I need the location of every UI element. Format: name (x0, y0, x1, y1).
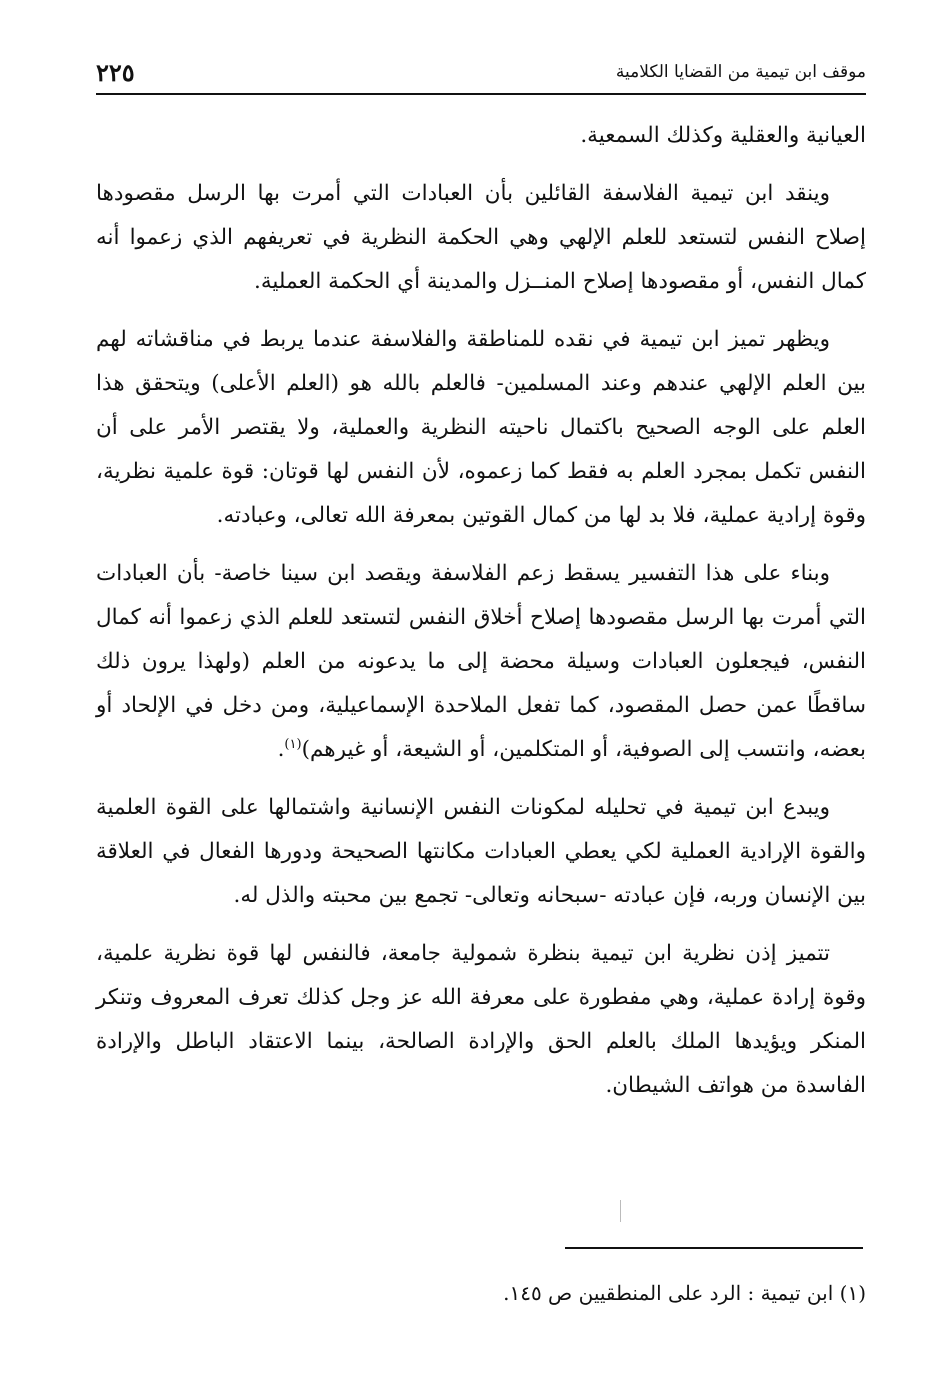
page-number: ٢٢٥ (96, 58, 135, 87)
paragraph: ويظهر تميز ابن تيمية في نقده للمناطقة والفلاسفة عندما يربط في مناقشاته لهم بين العلم الإلهي عندهم وعند المسلمين- فالعلم بالله هو (العلم الأعلى) ويتحقق هذا العلم على الوجه الصحيح باكتمال ناحيته النظرية والعملية، ولا يقتصر الأمر على أن النفس تكمل بمجرد العلم به فقط كما زعموه، لأن النفس لها قوتان: قوة علمية نظرية، وقوة إرادية عملية، فلا بد لها من كمال القوتين بمعرفة الله تعالى، وعبادته. (96, 327, 866, 528)
paragraph-with-footnote (96, 552, 866, 772)
running-title: موقف ابن تيمية من القضايا الكلامية (615, 62, 866, 82)
paragraph: ويبدع ابن تيمية في تحليله لمكونات النفس الإنسانية واشتمالها على القوة العلمية والقوة الإرادية العملية لكي يعطي العبادات مكانتها الصحيحة ودورها الفعال في العلاقة بين الإنسان وربه، فإن عبادته -سبحانه وتعالى- تجمع بين محبته والذل له. (96, 795, 866, 908)
paragraph: تتميز إذن نظرية ابن تيمية بنظرة شمولية جامعة، فالنفس لها قوة نظرية علمية، وقوة إرادة عملية، وهي مفطورة على معرفة الله عز وجل كذلك تعرف المعروف وتنكر المنكر ويؤيدها الملك بالعلم الحق والإرادة الصالحة، بينما الاعتقاد الباطل والإرادة الفاسدة من هواتف الشيطان. (96, 941, 866, 1098)
footnote-rule (565, 1247, 863, 1249)
paragraph: وينقد ابن تيمية الفلاسفة القائلين بأن العبادات التي أمرت بها الرسل مقصودها إصلاح النفس لتستعد للعلم الإلهي وهي الحكمة النظرية في تعريفهم الذي زعموا أنه كمال النفس، أو مقصودها إصلاح المنــزل والمدينة أي الحكمة العملية. (96, 181, 866, 294)
paragraph: العيانية والعقلية وكذلك السمعية. (580, 123, 866, 148)
header-rule (96, 93, 866, 95)
footnote-reference[interactable]: (١) (284, 736, 302, 752)
scan-mark (620, 1200, 621, 1222)
paragraph-text: وبناء على هذا التفسير يسقط زعم الفلاسفة ويقصد ابن سينا خاصة- بأن العبادات التي أمرت بها الرسل مقصودها إصلاح أخلاق النفس لتستعد للعلم الذي زعموا أنه كمال النفس، فيجعلون العبادات وسيلة محضة إلى ما يدعونه من العلم (ولهذا يرون ذلك ساقطًا عمن حصل المقصود، كما تفعل الملاحدة الإسماعيلية، ومن دخل في الإلحاد أو بعضه، وانتسب إلى الصوفية، أو المتكلمين، أو الشيعة، أو غيرهم) (96, 561, 866, 762)
footnote: (١) ابن تيمية : الرد على المنطقيين ص ١٤٥. (503, 1281, 866, 1305)
page-header (96, 56, 866, 90)
sentence-end: . (277, 737, 285, 762)
main-text (96, 114, 866, 1122)
